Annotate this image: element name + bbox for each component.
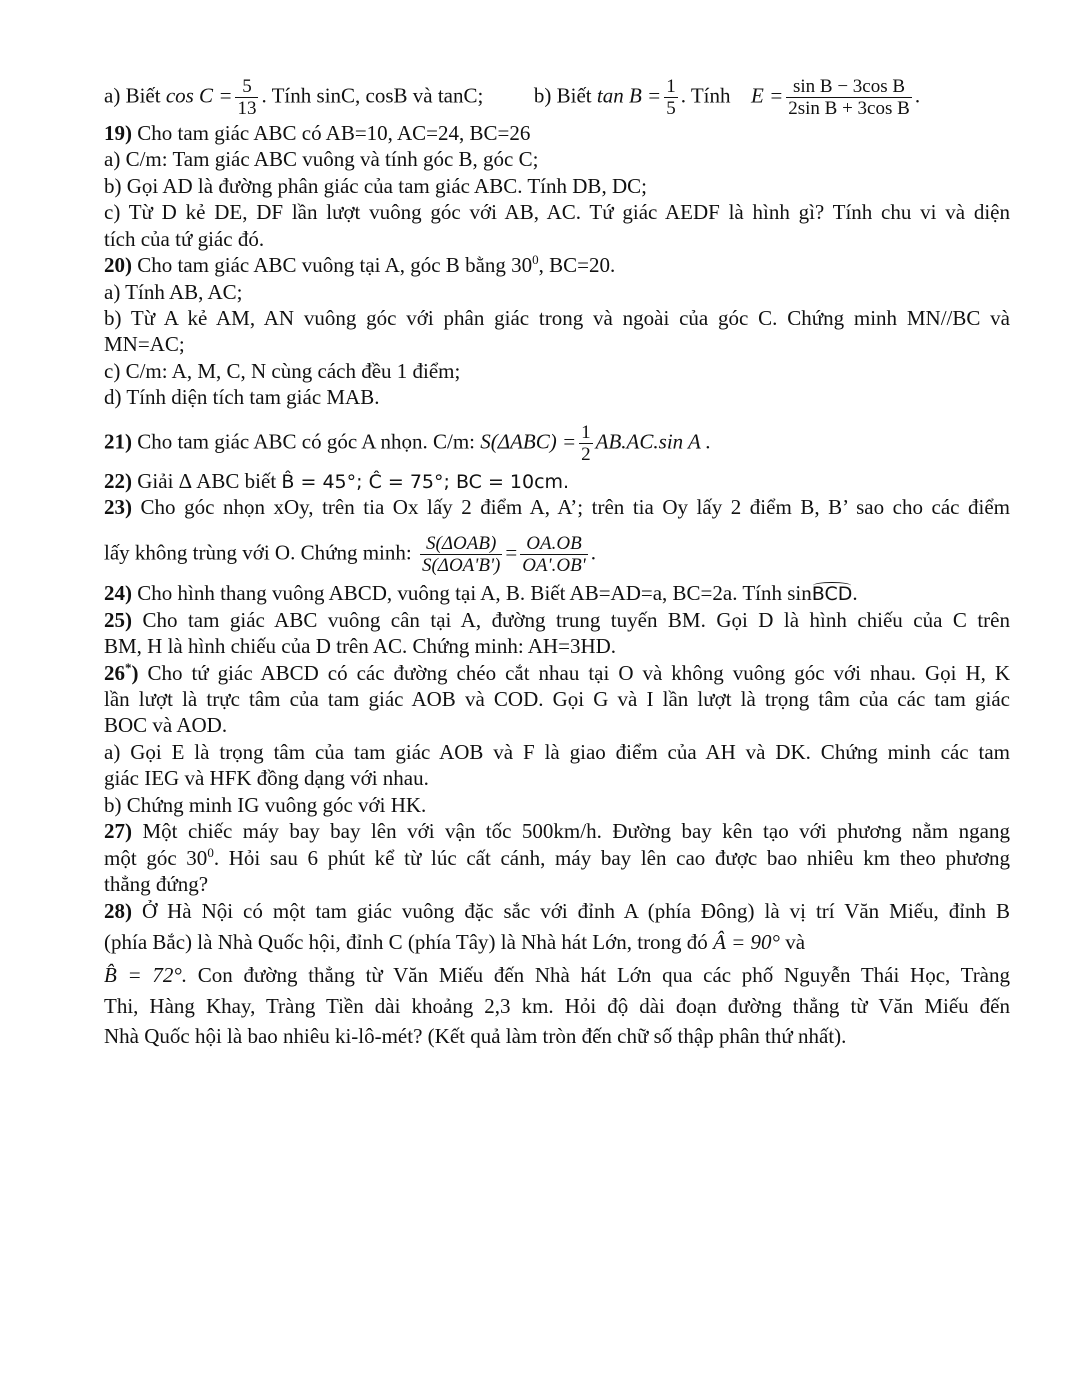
problem-20-title: 20) Cho tam giác ABC vuông tại A, góc B bằng $30^0$, BC=20. [104, 252, 616, 277]
problem-26-a-line2: giác IEG và HFK đồng dạng với nhau. [104, 766, 429, 790]
problem-28-line3: B̂ = 72°. Con đường thẳng từ Văn Miếu đến Nhà hát Lớn qua các phố Nguyễn Thái Học, Tràng [104, 963, 1011, 987]
p18-a-tail: . Tính sinC, cosB và tanC; [261, 83, 484, 108]
problem-24: 24) Cho hình thang vuông ABCD, vuông tại A, B. Biết AB=AD=a, BC=2a. Tính sinBCD. [104, 581, 858, 605]
problem-20-b-line1: b) Từ A kẻ AM, AN vuông góc với phân giác trong và ngoài của góc C. Chứng minh MN//BC và [104, 306, 1010, 330]
problem-26-line1: 26*) Cho tứ giác ABCD có các đường chéo cắt nhau tại O và không vuông góc với nhau. Gọi H, K [104, 660, 1011, 685]
problem-23-line1: 23) Cho góc nhọn xOy, trên tia Ox lấy 2 điểm A, A’; trên tia Oy lấy 2 điểm B, B’ sao cho các điểm [104, 495, 1010, 519]
problem-25-line1: 25) Cho tam giác ABC vuông cân tại A, đường trung tuyến BM. Gọi D là hình chiếu của C trên [104, 608, 1010, 632]
problem-19-b: b) Gọi AD là đường phân giác của tam giác ABC. Tính DB, DC; [104, 174, 647, 198]
p23-fraction-1: $\frac{\text{S(ΔOAB)}}{\text{S(ΔOA'B')}}$ [421, 533, 501, 576]
problem-25-line2: BM, H là hình chiếu của D trên AC. Chứng minh: AH=3HD. [104, 634, 617, 658]
p18-a-fraction: $\frac{5}{13}$ [237, 76, 257, 119]
problem-20-c: c) C/m: A, M, C, N cùng cách đều 1 điểm; [104, 359, 461, 383]
p18-b-fraction: $\frac{1}{5}$ [666, 76, 676, 119]
p18-b-mid: . Tính [680, 83, 731, 108]
problem-19-c-line1: c) Từ D kẻ DE, DF lần lượt vuông góc với AB, AC. Tứ giác AEDF là hình gì? Tính chu vi và diện [104, 200, 1010, 224]
problem-20-a: a) Tính AB, AC; [104, 280, 243, 304]
problem-22: 22) Giải Δ ABC biết B̂ = 45°; Ĉ = 75°; BC = 10cm. [104, 469, 570, 493]
problem-21: 21) Cho tam giác ABC có góc A nhọn. C/m: S(ΔABC) = $\frac{1}{2}$ AB.AC.sin A . [104, 422, 711, 465]
problem-19-title: 19) Cho tam giác ABC có AB=10, AC=24, BC=26 [104, 121, 531, 145]
p18-a-lhs: cos C = [165, 83, 233, 108]
p24-arc-angle: BCD [811, 583, 853, 605]
p18-b-lhs: tan B = [596, 83, 662, 108]
p22-math: B̂ = 45°; Ĉ = 75°; BC = 10cm. [281, 471, 570, 493]
problem-27-line3: thẳng đứng? [104, 872, 209, 896]
p23-fraction-2: $\frac{OA.OB}{OA'.OB'}$ [522, 533, 586, 576]
p18-e-fraction: $\frac{\text{sin B − 3cos B}}{\text{2sin B + 3cos B}}$ [788, 76, 910, 119]
p18-b-label: b) Biết [533, 83, 592, 108]
problem-19-a: a) C/m: Tam giác ABC vuông và tính góc B, góc C; [104, 147, 539, 171]
problem-26-a-line1: a) Gọi E là trọng tâm của tam giác AOB và F là giao điểm của AH và DK. Chứng minh các tam [104, 740, 1010, 764]
problem-20-b-line2: MN=AC; [104, 332, 185, 356]
problem-18-line: a) Biết cos C = $\frac{5}{13}$ . Tính sinC, cosB và tanC; b) Biết tan B = $\frac{1}{5}$ . Tính E = $\frac{\text{sin B − 3cos B}}{\text{2sin B + 3cos B}}$ . [104, 76, 921, 119]
problem-26-line2: lần lượt là trực tâm của tam giác AOB và COD. Gọi G và I lần lượt là trọng tâm của các tam giác [104, 687, 1010, 711]
problem-28-line1: 28) Ở Hà Nội có một tam giác vuông đặc sắc với đỉnh A (phía Đông) là vị trí Văn Miếu, đỉnh B [104, 899, 1011, 923]
problem-27-line1: 27) Một chiếc máy bay bay lên với vận tốc 500km/h. Đường bay kên tạo với phương nằm ngang [104, 819, 1010, 843]
problem-20-d: d) Tính diện tích tam giác MAB. [104, 385, 380, 409]
problem-26-b: b) Chứng minh IG vuông góc với HK. [104, 793, 427, 817]
p21-fraction: $\frac{1}{2}$ [581, 422, 591, 465]
p18-a-label: a) Biết [104, 83, 161, 108]
problem-28-line5: Nhà Quốc hội là bao nhiêu ki-lô-mét? (Kết quả làm tròn đến chữ số thập phân thứ nhất). [104, 1024, 847, 1048]
problem-23-line2: lấy không trùng với O. Chứng minh: $\frac{\text{S(ΔOAB)}}{\text{S(ΔOA'B')}}$ = $\frac{OA.OB}{OA'.OB'}$ . [104, 533, 596, 576]
problem-28-line2: (phía Bắc) là Nhà Quốc hội, đỉnh C (phía Tây) là Nhà hát Lớn, trong đó Â = 90° và [104, 930, 806, 954]
p18-b-e: E = [751, 83, 784, 108]
problem-26-line3: BOC và AOD. [104, 713, 228, 737]
problem-28-line4: Thi, Hàng Khay, Tràng Tiền dài khoảng 2,3 km. Hỏi độ dài đoạn đường thẳng từ Văn Miếu đến [104, 994, 1010, 1018]
problem-19-c-line2: tích của tứ giác đó. [104, 227, 265, 251]
problem-27-line2: một góc $30^0$. Hỏi sau 6 phút kể từ lúc cất cánh, máy bay lên cao được bao nhiêu km theo phương [104, 845, 1010, 870]
